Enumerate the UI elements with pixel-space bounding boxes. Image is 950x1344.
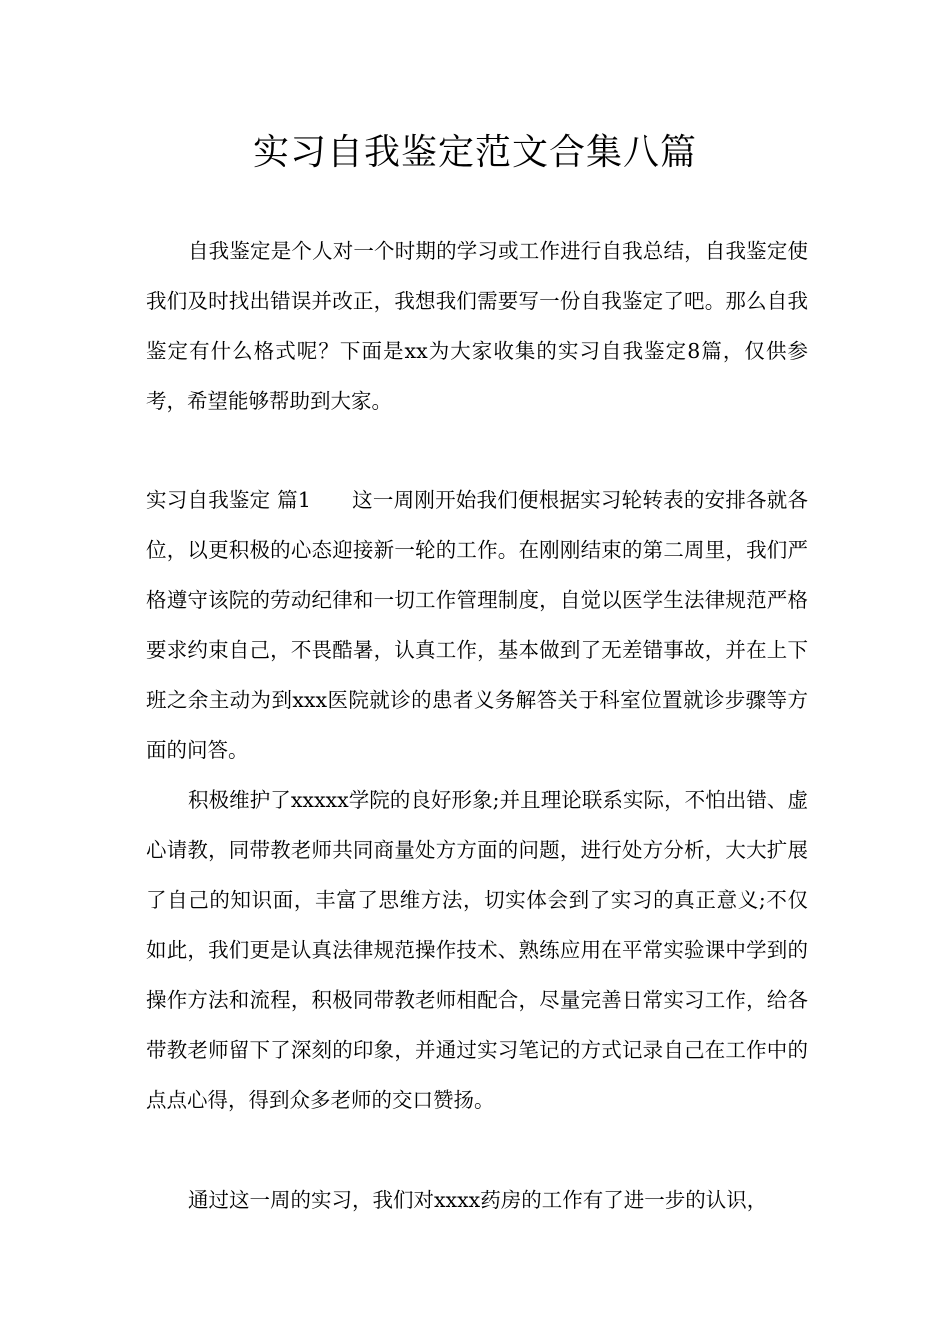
document-title: 实习自我鉴定范文合集八篇: [252, 132, 697, 173]
section-1-label: 实习自我鉴定 篇1: [146, 488, 311, 512]
section-1-paragraph-1-text: 这一周刚开始我们便根据实习轮转表的安排各就各位，以更积极的心态迎接新一轮的工作。在刚刚结束的第二周里，我们严格遵守该院的劳动纪律和一切工作管理制度，自觉以医学生法律规范严格要求约束自己，不畏酷暑，认真工作，基本做到了无差错事故，并在上下班之余主动为到xxx医院就诊的患者义务解答关于科室位置就诊步骤等方面的问答。: [146, 488, 809, 762]
intro-paragraph: 自我鉴定是个人对一个时期的学习或工作进行自我总结，自我鉴定使我们及时找出错误并改正，我想我们需要写一份自我鉴定了吧。那么自我鉴定有什么格式呢？下面是xx为大家收集的实习自我鉴定8篇，仅供参考，希望能够帮助到大家。: [146, 239, 808, 413]
section-1-paragraph-3: 通过这一周的实习，我们对xxxx药房的工作有了进一步的认识，: [188, 1188, 768, 1212]
section-1-paragraph-1: [146, 475, 808, 775]
section-1-paragraph-2: 积极维护了xxxxx学院的良好形象;并且理论联系实际，不怕出错、虚心请教，同带教老师共同商量处方方面的问题，进行处方分析，大大扩展了自己的知识面，丰富了思维方法，切实体会到了实习的真正意义;不仅如此，我们更是认真法律规范操作技术、熟练应用在平常实验课中学到的操作方法和流程，积极同带教老师相配合，尽量完善日常实习工作，给各带教老师留下了深刻的印象，并通过实习笔记的方式记录自己在工作中的点点心得，得到众多老师的交口赞扬。: [146, 788, 808, 1112]
